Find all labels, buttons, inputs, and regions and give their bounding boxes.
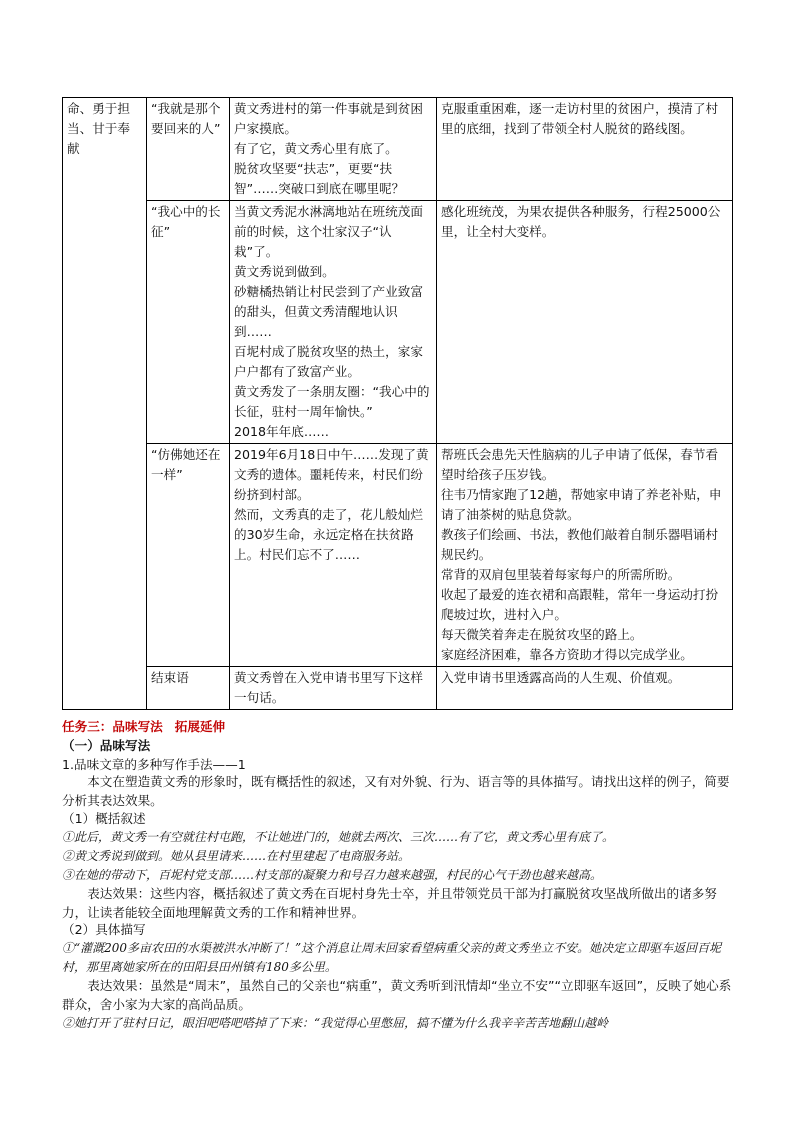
table-row (63, 98, 733, 201)
sub2-line-2: ②她打开了驻村日记，眼泪吧嗒吧嗒掉了下来：“我觉得心里憋屈，搞不懂为什么我辛辛苦苦地翻山越岭 (62, 1016, 609, 1030)
excerpt-line: 2018年年底…… (234, 424, 330, 439)
text-excerpt-cell (230, 444, 437, 667)
task3-sub: 拓展延伸 (174, 719, 226, 734)
subtitle-cell: “仿佛她还在一样” (147, 444, 230, 667)
table-row (63, 667, 733, 710)
subtitle-cell: “我心中的长征” (147, 201, 230, 444)
excerpt-line: 黄文秀发了一条朋友圈：“我心中的长征，驻村一周年愉快。” (234, 384, 430, 419)
item1-intro: 本文在塑造黄文秀的形象时，既有概括性的叙述，又有对外貌、行为、语言等的具体描写。请找出这样的例子，简要分析其表达效果。 (62, 774, 730, 808)
item1-title: 1.品味文章的多种写作手法——1 (62, 757, 246, 772)
summary-line: 家庭经济困难，靠各方资助才得以完成学业。 (441, 647, 693, 662)
text-excerpt-cell (230, 667, 437, 710)
summary-cell (437, 667, 733, 710)
summary-line: 教孩子们绘画、书法，教他们敲着自制乐器唱诵村规民约。 (441, 527, 719, 562)
summary-cell (437, 444, 733, 667)
excerpt-line: 脱贫攻坚要“扶志”，更要“扶智”……突破口到底在哪里呢？ (234, 161, 405, 196)
excerpt-line: 当黄文秀泥水淋漓地站在班统茂面前的时候，这个壮家汉子“认栽”了。 (234, 204, 423, 259)
text-excerpt-cell (230, 98, 437, 201)
excerpt-line: 黄文秀说到做到。 (234, 264, 335, 279)
summary-line: 入党申请书里透露高尚的人生观、价值观。 (441, 670, 681, 685)
summary-line: 往韦乃情家跑了12趟，帮她家申请了养老补贴，申请了油茶树的贴息贷款。 (441, 487, 722, 522)
table-row (63, 201, 733, 444)
subtitle-cell: “我就是那个要回来的人” (147, 98, 230, 201)
task3-label: 任务三：品味写法 (62, 719, 163, 734)
table-row (63, 444, 733, 667)
summary-line: 克服重重困难，逐一走访村里的贫困户，摸清了村里的底细，找到了带领全村人脱贫的路线图。 (441, 101, 719, 136)
excerpt-line: 黄文秀曾在入党申请书里写下这样一句话。 (234, 670, 423, 705)
section-label-cell (63, 667, 147, 710)
section-label-cell: 命、勇于担当、甘于奉献 (63, 98, 147, 201)
subtitle-cell: 结束语 (147, 667, 230, 710)
excerpt-line: 有了它，黄文秀心里有底了。 (234, 141, 398, 156)
excerpt-line: 砂糖橘热销让村民尝到了产业致富的甜头，但黄文秀清醒地认识到…… (234, 284, 423, 339)
task3-heading (62, 717, 734, 736)
excerpt-line: 黄文秀进村的第一件事就是到贫困户家摸底。 (234, 101, 423, 136)
sub1-line-3: ③在她的带动下，百坭村党支部……村支部的凝聚力和号召力越来越强，村民的心气干劲也越来越高。 (62, 868, 603, 882)
part1-title: （一）品味写法 (62, 738, 151, 753)
sub2-effect: 表达效果：虽然是“周末”，虽然自己的父亲也“病重”，黄文秀听到汛情却“坐立不安”“立即驱车返回”，反映了她心系群众，舍小家为大家的高尚品质。 (62, 978, 732, 1012)
sub1-line-1: ①此后，黄文秀一有空就往村屯跑，不让她进门的，她就去两次、三次……有了它，黄文秀心里有底了。 (62, 830, 615, 844)
summary-line: 每天微笑着奔走在脱贫攻坚的路上。 (441, 627, 643, 642)
summary-line: 收起了最爱的连衣裙和高跟鞋，常年一身运动打扮爬坡过坎，进村入户。 (441, 587, 719, 622)
summary-line: 帮班氏会患先天性脑病的儿子申请了低保，春节看望时给孩子压岁钱。 (441, 447, 719, 482)
summary-line: 常背的双肩包里装着每家每户的所需所盼。 (441, 567, 681, 582)
excerpt-line: 然而，文秀真的走了，花儿般灿烂的30岁生命，永远定格在扶贫路上。村民们忘不了…… (234, 507, 423, 562)
sub1-line-2: ②黄文秀说到做到。她从县里请来……在村里建起了电商服务站。 (62, 849, 411, 863)
section-label-cell (63, 444, 147, 667)
summary-cell (437, 98, 733, 201)
summary-cell (437, 201, 733, 444)
sub2-title: （2）具体描写 (62, 922, 146, 937)
excerpt-line: 2019年6月18日中午……发现了黄文秀的遗体。噩耗传来，村民们纷纷挤到村部。 (234, 447, 429, 502)
sub1-title: （1）概括叙述 (62, 811, 146, 826)
summary-line: 感化班统茂，为果农提供各种服务，行程25000公里，让全村大变样。 (441, 204, 721, 239)
excerpt-line: 百坭村成了脱贫攻坚的热土，家家户户都有了致富产业。 (234, 344, 423, 379)
analysis-table (62, 97, 733, 710)
section-label-cell (63, 201, 147, 444)
sub1-effect: 表达效果：这些内容，概括叙述了黄文秀在百坭村身先士卒，并且带领党员干部为打赢脱贫攻坚战所做出的诸多努力，让读者能较全面地理解黄文秀的工作和精神世界。 (62, 886, 717, 920)
sub2-line-1: ①“灌溉200多亩农田的水渠被洪水冲断了！”这个消息让周末回家看望病重父亲的黄文秀坐立不安。她决定立即驱车返回百坭村，那里离她家所在的田阳县田州镇有180多公里。 (62, 941, 722, 974)
text-excerpt-cell (230, 201, 437, 444)
